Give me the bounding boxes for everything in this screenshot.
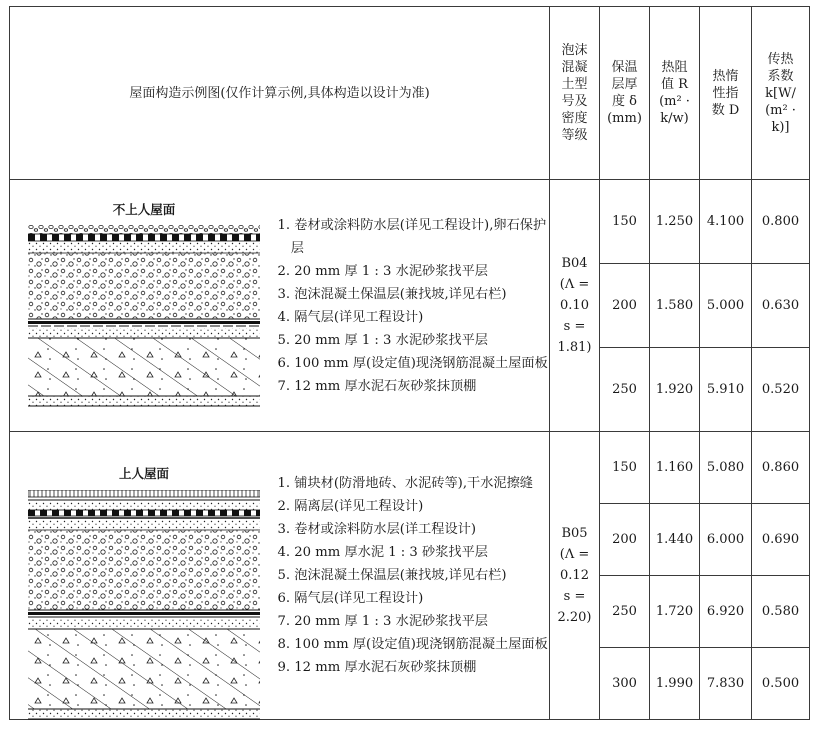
header-construction [10,7,550,180]
cell-inertia: 7.830 [700,648,752,720]
grade-text: (Λ = [559,547,590,562]
layer-item: 2. 20 mm 厚 1 : 3 水泥砂浆找平层 [277,263,488,279]
header-construction-text: 屋面构造示例图(仅作计算示例,具体构造以设计为准) [129,85,430,101]
header-text: 数 D [711,102,740,118]
section2-grade [550,432,600,720]
header-inertia [700,7,752,180]
header-text: (mm) [607,111,642,126]
section1-layer-list [278,180,550,432]
cell-coefficient: 0.580 [752,576,810,648]
cell-resistance: 1.160 [650,432,700,504]
layer-item: 4. 20 mm 厚水泥 1 : 3 砂浆找平层 [277,545,488,560]
header-text: 热阻 [661,60,688,75]
header-text: 传热 [767,51,794,67]
layer-item: 5. 20 mm 厚 1 : 3 水泥砂浆找平层 [277,332,488,348]
header-text: k/w) [660,111,689,126]
cell-thickness: 200 [600,504,650,576]
header-text: 混凝 [561,60,588,75]
cell-resistance: 1.440 [650,504,700,576]
header-text: 等级 [561,128,588,143]
grade-text: 0.12 [560,568,589,583]
cell-resistance: 1.250 [650,180,700,264]
header-text: 层厚 [611,77,638,92]
cell-inertia: 5.000 [700,264,752,348]
layer-item: 3. 卷材或涂料防水层(详工程设计) [277,522,477,537]
header-text: (m² · [659,94,690,109]
layer-item: 1. 卷材或涂料防水层(详见工程设计),卵石保护层 [277,217,547,256]
grade-text: s = [563,589,586,604]
cell-inertia: 5.080 [700,432,752,504]
layer-item: 5. 泡沫混凝土保温层(兼找坡,详见右栏) [277,568,507,583]
cell-inertia: 6.000 [700,504,752,576]
grade-text: 0.10 [560,298,589,313]
section1-drawing [10,180,278,432]
grade-text: 1.81) [557,340,592,355]
layer-item: 6. 隔气层(详见工程设计) [277,591,424,606]
cell-coefficient: 0.860 [752,432,810,504]
header-text: k[W/ [765,85,796,101]
section1-row [10,180,810,264]
cell-inertia: 6.920 [700,576,752,648]
grade-text: B05 [561,526,588,541]
header-text: 热惰 [712,68,739,84]
section2-layer-diagram [28,490,260,722]
header-text: 值 R [661,77,688,92]
layer-item: 1. 铺块材(防滑地砖、水泥砖等),干水泥擦缝 [277,476,533,491]
cell-coefficient: 0.520 [752,348,810,432]
layer-item: 6. 100 mm 厚(设定值)现浇钢筋混凝土屋面板 [277,355,548,371]
layer-item: 8. 100 mm 厚(设定值)现浇钢筋混凝土屋面板 [277,637,548,652]
header-coefficient [752,7,810,180]
layer-item: 3. 泡沫混凝土保温层(兼找坡,详见右栏) [277,286,507,302]
header-text: (m² · [765,102,796,118]
grade-text: B04 [561,256,588,271]
cell-inertia: 4.100 [700,180,752,264]
header-text: 土型 [561,77,588,92]
section2-drawing [10,432,278,720]
header-row [10,7,810,180]
header-text: 系数 [767,68,794,84]
layer-item: 7. 12 mm 厚水泥石灰砂浆抹顶棚 [277,378,477,394]
header-thickness [600,7,650,180]
cell-coefficient: 0.800 [752,180,810,264]
cell-coefficient: 0.690 [752,504,810,576]
cell-thickness: 200 [600,264,650,348]
cell-thickness: 150 [600,180,650,264]
section2-row [10,432,810,504]
grade-text: s = [563,319,586,334]
section2-title: 上人屋面 [118,466,169,481]
cell-thickness: 300 [600,648,650,720]
cell-resistance: 1.580 [650,264,700,348]
grade-text: (Λ = [559,277,590,292]
header-resistance [650,7,700,180]
header-text: 密度 [561,111,588,126]
section1-title: 不上人屋面 [112,202,176,217]
layer-item: 7. 20 mm 厚 1 : 3 水泥砂浆找平层 [277,614,488,629]
grade-text: 2.20) [557,610,592,625]
cell-thickness: 150 [600,432,650,504]
section2-layer-list [278,432,550,720]
header-text: 号及 [561,94,588,109]
header-text: 泡沫 [561,43,588,58]
header-text: k)] [771,119,790,135]
cell-coefficient: 0.630 [752,264,810,348]
header-density-grade [550,7,600,180]
section1-layer-diagram [28,224,260,408]
cell-resistance: 1.720 [650,576,700,648]
cell-thickness: 250 [600,576,650,648]
header-text: 度 δ [612,94,637,109]
cell-resistance: 1.990 [650,648,700,720]
header-text: 保温 [611,60,638,75]
cell-thickness: 250 [600,348,650,432]
layer-item: 4. 隔气层(详见工程设计) [277,309,424,325]
cell-resistance: 1.920 [650,348,700,432]
layer-item: 9. 12 mm 厚水泥石灰砂浆抹顶棚 [277,660,477,675]
roof-spec-table [9,6,810,720]
section1-grade [550,180,600,432]
cell-inertia: 5.910 [700,348,752,432]
header-text: 性指 [712,85,739,101]
cell-coefficient: 0.500 [752,648,810,720]
layer-item: 2. 隔离层(详见工程设计) [277,499,424,514]
